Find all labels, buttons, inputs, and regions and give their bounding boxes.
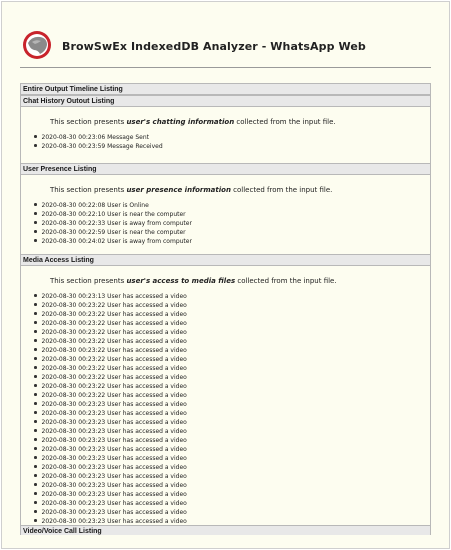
list-item: 2020-08-30 00:22:10 User is near the computer — [34, 210, 430, 219]
section-chat — [21, 107, 430, 163]
list-item: 2020-08-30 00:23:22 User has accessed a video — [34, 364, 430, 373]
list-item: 2020-08-30 00:22:08 User is Online — [34, 201, 430, 210]
section-intro — [50, 186, 430, 201]
list-item: 2020-08-30 00:23:22 User has accessed a video — [34, 328, 430, 337]
intro-text: collected from the input file. — [234, 118, 336, 126]
list-item: 2020-08-30 00:23:13 User has accessed a video — [34, 292, 430, 301]
section-intro — [50, 277, 430, 292]
list-item: 2020-08-30 00:23:22 User has accessed a video — [34, 301, 430, 310]
list-item: 2020-08-30 00:23:23 User has accessed a video — [34, 436, 430, 445]
section-presence — [21, 175, 430, 254]
intro-emphasis: user's chatting information — [126, 118, 235, 126]
list-item: 2020-08-30 00:23:22 User has accessed a video — [34, 337, 430, 346]
list-item: 2020-08-30 00:22:33 User is away from computer — [34, 219, 430, 228]
section-heading-calls: Video/Voice Call Listing — [21, 525, 430, 535]
list-item: 2020-08-30 00:23:23 User has accessed a video — [34, 409, 430, 418]
list-item: 2020-08-30 00:22:59 User is near the computer — [34, 228, 430, 237]
list-item: 2020-08-30 00:23:23 User has accessed a video — [34, 400, 430, 409]
list-item: 2020-08-30 00:23:23 User has accessed a video — [34, 445, 430, 454]
list-item: 2020-08-30 00:23:22 User has accessed a video — [34, 391, 430, 400]
list-item: 2020-08-30 00:24:02 User is away from computer — [34, 237, 430, 246]
list-item: 2020-08-30 00:23:23 User has accessed a video — [34, 517, 430, 526]
timeline-bar: Entire Output Timeline Listing — [21, 83, 430, 95]
report-header — [22, 27, 431, 67]
list-item: 2020-08-30 00:23:22 User has accessed a video — [34, 319, 430, 328]
report-page — [1, 1, 450, 549]
chat-entry-list — [34, 133, 430, 151]
list-item: 2020-08-30 00:23:23 User has accessed a video — [34, 508, 430, 517]
app-title: BrowSwEx IndexedDB Analyzer - WhatsApp Web — [62, 40, 366, 53]
list-item: 2020-08-30 00:23:23 User has accessed a video — [34, 418, 430, 427]
list-item: 2020-08-30 00:23:23 User has accessed a video — [34, 499, 430, 508]
section-heading-chat: Chat History Outout Listing — [21, 95, 430, 107]
report-content — [20, 83, 431, 535]
section-intro — [50, 118, 430, 133]
intro-text: This section presents — [50, 118, 127, 126]
list-item: 2020-08-30 00:23:22 User has accessed a video — [34, 373, 430, 382]
list-item: 2020-08-30 00:23:23 User has accessed a video — [34, 454, 430, 463]
intro-text: This section presents — [50, 186, 127, 194]
browswex-logo-icon — [22, 30, 52, 60]
presence-entry-list — [34, 201, 430, 246]
intro-emphasis: user's access to media files — [126, 277, 236, 285]
list-item: 2020-08-30 00:23:22 User has accessed a video — [34, 355, 430, 364]
section-heading-media: Media Access Listing — [21, 254, 430, 266]
intro-text: This section presents — [50, 277, 127, 285]
header-divider — [20, 67, 431, 68]
list-item: 2020-08-30 00:23:23 User has accessed a video — [34, 481, 430, 490]
list-item: 2020-08-30 00:23:06 Message Sent — [34, 133, 430, 142]
intro-emphasis: user presence information — [126, 186, 231, 194]
section-heading-presence: User Presence Listing — [21, 163, 430, 175]
list-item: 2020-08-30 00:23:23 User has accessed a video — [34, 490, 430, 499]
list-item: 2020-08-30 00:23:23 User has accessed a video — [34, 427, 430, 436]
intro-text: collected from the input file. — [235, 277, 337, 285]
section-media — [21, 266, 430, 525]
list-item: 2020-08-30 00:23:22 User has accessed a video — [34, 382, 430, 391]
list-item: 2020-08-30 00:23:22 User has accessed a video — [34, 310, 430, 319]
intro-text: collected from the input file. — [230, 186, 333, 194]
list-item: 2020-08-30 00:23:22 User has accessed a video — [34, 346, 430, 355]
list-item: 2020-08-30 00:23:23 User has accessed a video — [34, 472, 430, 481]
list-item: 2020-08-30 00:23:59 Message Received — [34, 142, 430, 151]
media-entry-list — [34, 292, 430, 526]
list-item: 2020-08-30 00:23:23 User has accessed a video — [34, 463, 430, 472]
